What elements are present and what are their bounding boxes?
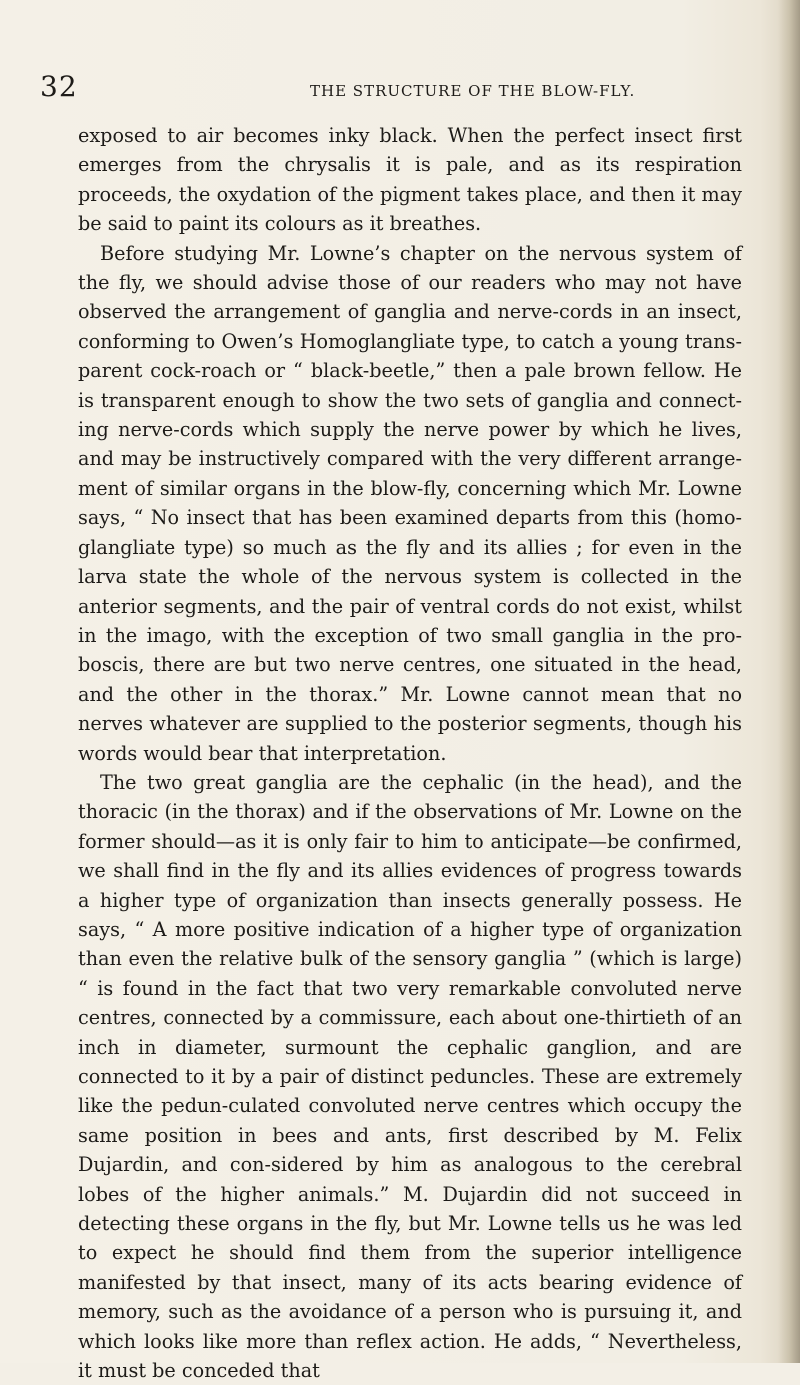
body-text — [78, 121, 742, 1385]
page-number: 32 — [40, 70, 78, 103]
paragraph-2: Before studying Mr. Lowne’s chapter on the nervous system of the fly, we should advise those of our readers who may not have observed the arrangement of ganglia and nerve-cords in an insect, conforming to Owen’s Homoglangliate type, to catch a young trans-parent cock-roach or “ black-beetle,” then a pale brown fellow. He is transparent enough to show the two sets of ganglia and connect-ing nerve-cords which supply the nerve power by which he lives, and may be instructively compared with the very different arrange-ment of similar organs in the blow-fly, concerning which Mr. Lowne says, “ No insect that has been examined departs from this (homo-glangliate type) so much as the fly and its allies ; for even in the larva state the whole of the nervous system is collected in the anterior segments, and the pair of ventral cords do not exist, whilst in the imago, with the exception of two small ganglia in the pro-boscis, there are but two nerve centres, one situated in the head, and the other in the thorax.” Mr. Lowne cannot mean that no nerves whatever are supplied to the posterior segments, though his words would bear that interpretation. — [78, 241, 742, 765]
paragraph-3: The two great ganglia are the cephalic (in the head), and the thoracic (in the thorax) and if the observations of Mr. Lowne on the former should—as it is only fair to him to anticipate—be confirmed, we shall find in the fly and its allies evidences of progress towards a higher type of organization than insects generally possess. He says, “ A more positive indication of a higher type of organization than even the relative bulk of the sensory ganglia ” (which is large) “ is found in the fact that two very remarkable convoluted nerve centres, connected by a commissure, each about one-thirtieth of an inch in diameter, surmount the cephalic ganglion, and are connected to it by a pair of distinct peduncles. These are extremely like the pedun-culated convoluted nerve centres which occupy the same position in bees and ants, first described by M. Felix Dujardin, and con-sidered by him as analogous to the cerebral lobes of the higher animals.” M. Dujardin did not succeed in detecting these organs in the fly, but Mr. Lowne tells us he was led to expect he should find them from the superior intelligence manifested by that insect, many of its acts bearing evidence of memory, such as the avoidance of a person who is pursuing it, and which looks like more than reflex action. He adds, “ Nevertheless, it must be conceded that — [78, 770, 742, 1383]
paragraph-1: exposed to air becomes inky black. When the perfect insect first emerges from the chrysalis it is pale, and as its respiration proceeds, the oxydation of the pigment takes place, and then it may be said to paint its colours as it breathes. — [78, 124, 742, 236]
running-head: THE STRUCTURE OF THE BLOW-FLY. — [310, 82, 636, 100]
page-edge-shadow — [778, 0, 800, 1363]
page-header — [40, 70, 760, 106]
